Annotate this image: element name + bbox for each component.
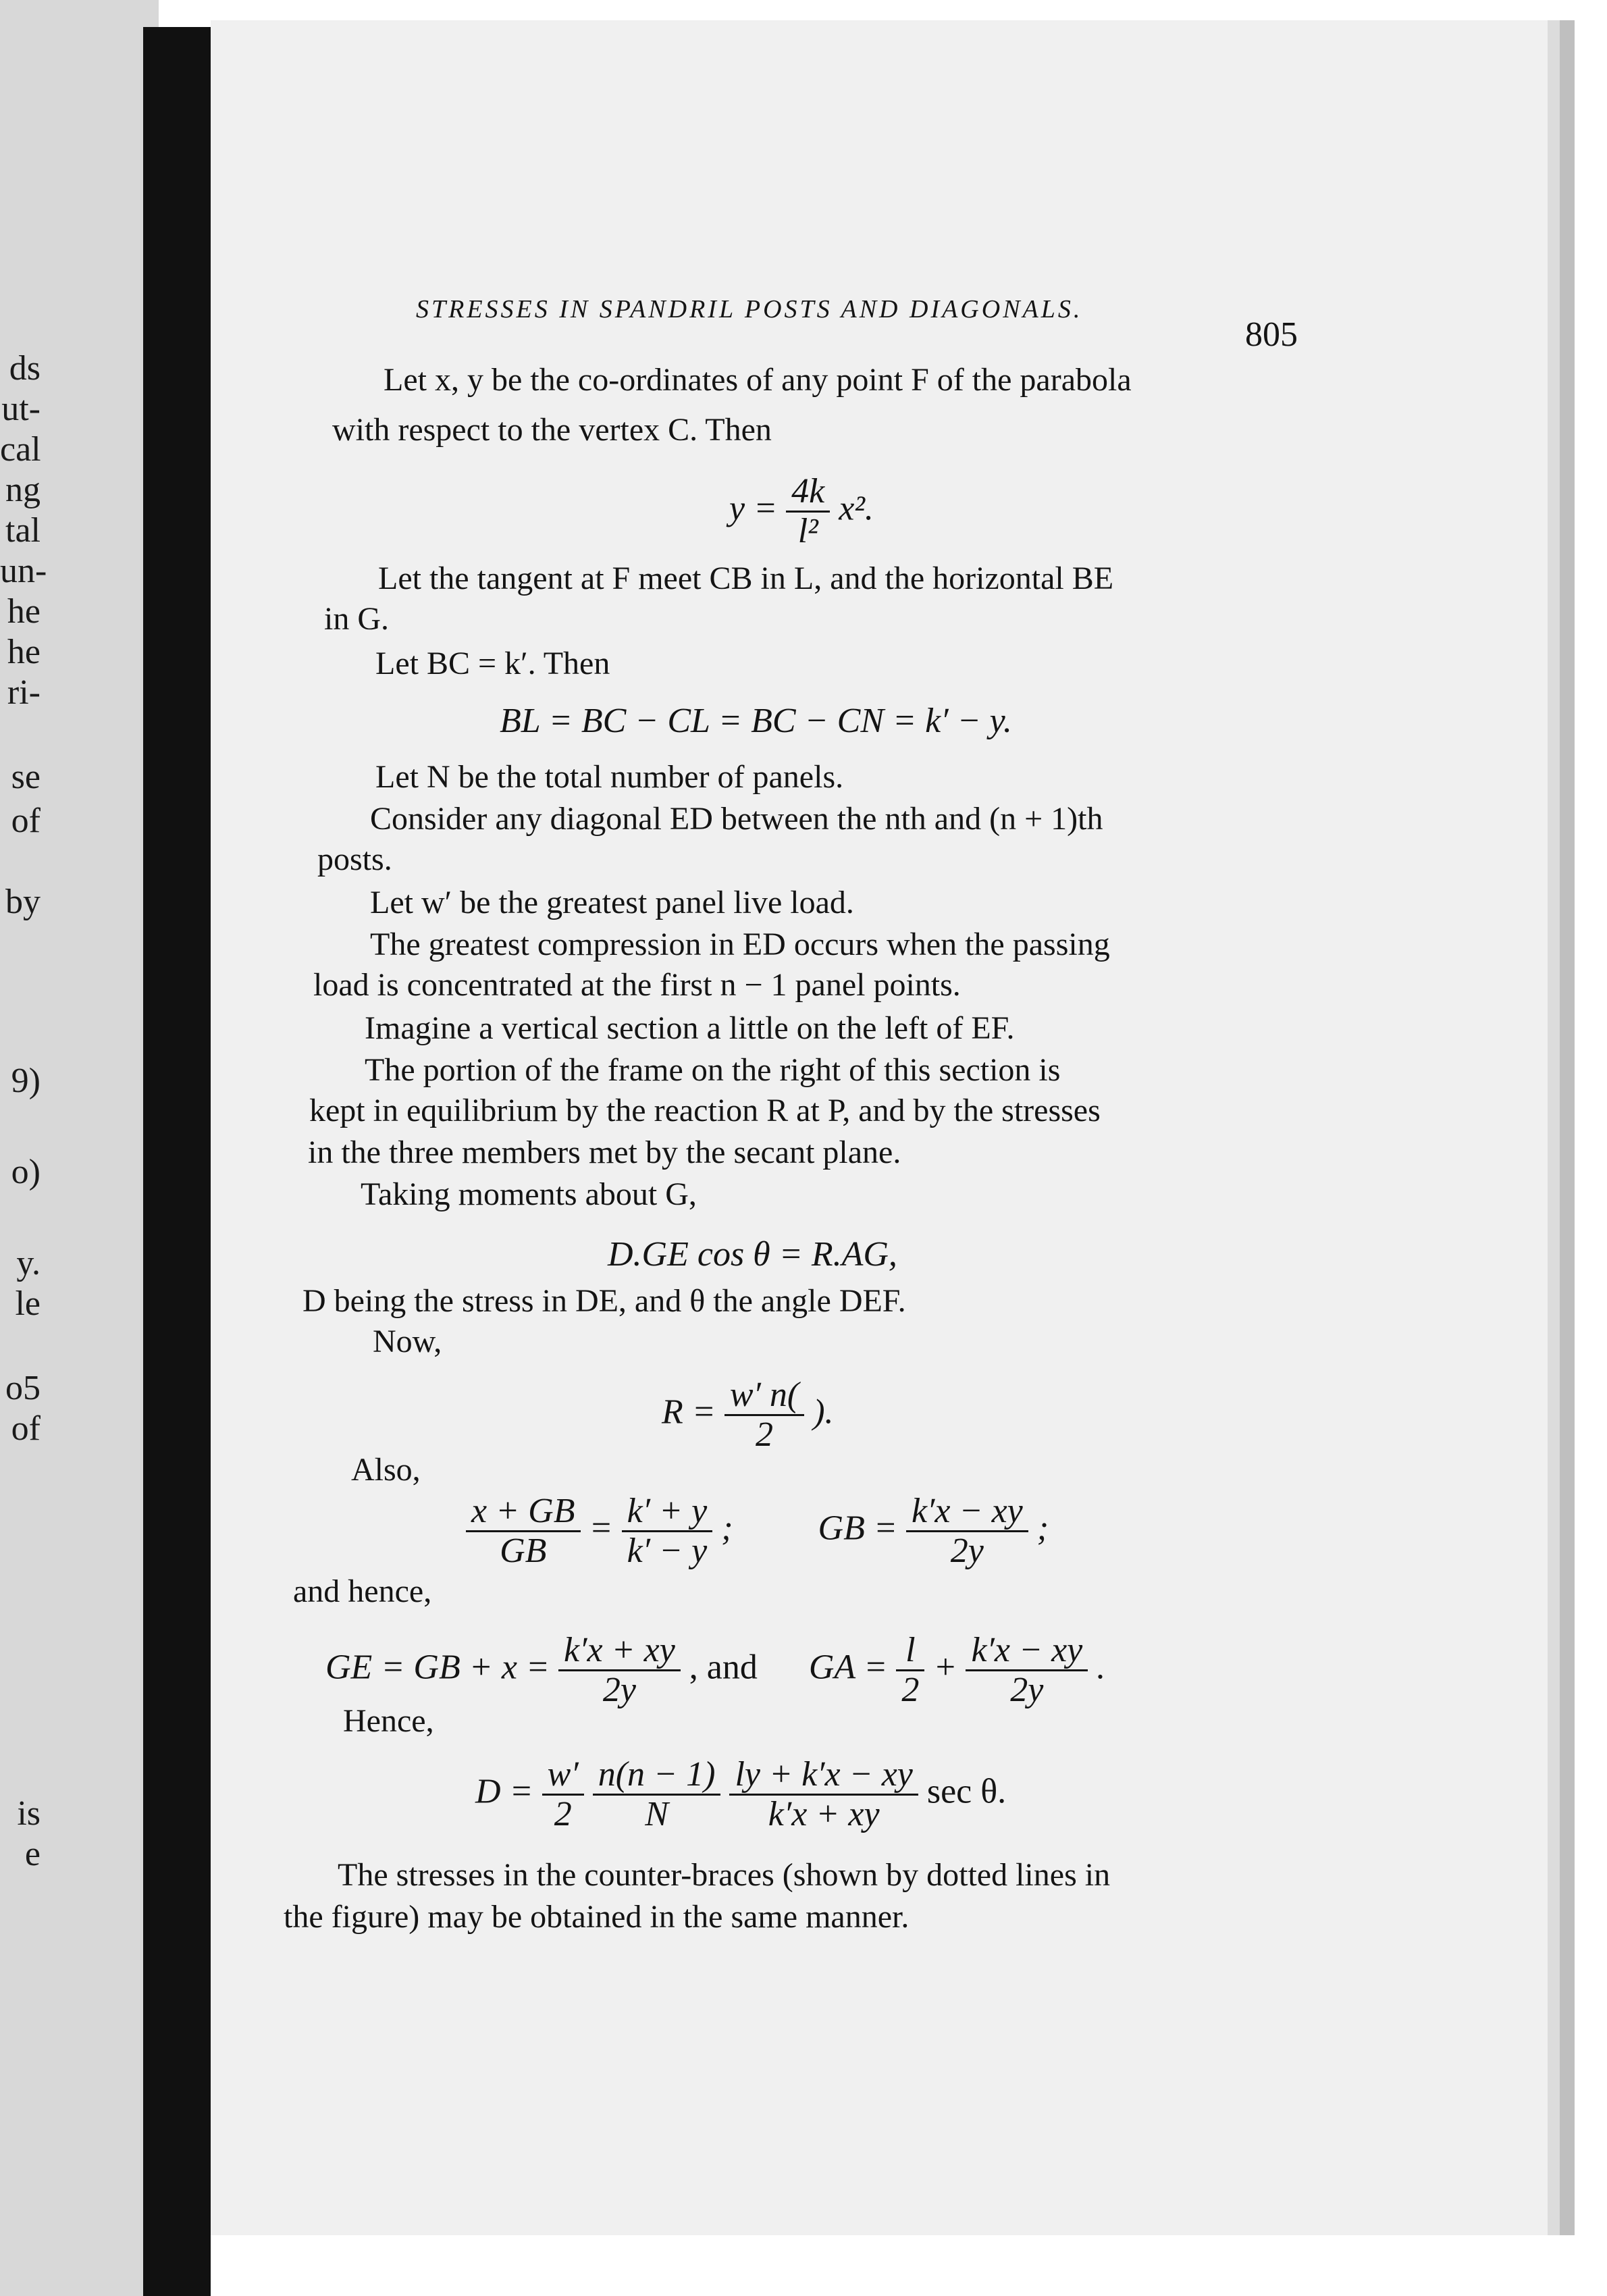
text-line: kept in equilibrium by the reaction R at P, and by the stresses xyxy=(309,1093,1101,1128)
equation-parabola xyxy=(729,473,874,550)
equals-sign: = xyxy=(589,1509,613,1548)
denominator: GB xyxy=(500,1532,547,1570)
equation-gb xyxy=(466,1492,1049,1570)
text-line: D being the stress in DE, and θ the angle DEF. xyxy=(302,1283,906,1319)
left-fragment: he xyxy=(7,592,41,631)
numerator: k′ + y xyxy=(622,1492,713,1532)
eq-tail: ). xyxy=(813,1392,834,1432)
text-line: Now, xyxy=(373,1324,442,1359)
text-line: the figure) may be obtained in the same manner. xyxy=(284,1899,910,1935)
text-line: posts. xyxy=(317,841,392,877)
eq-lhs: y = xyxy=(729,489,778,528)
denominator: 2 xyxy=(554,1795,572,1833)
text-line: Consider any diagonal ED between the nth and (n + 1)th xyxy=(370,801,1103,837)
equation-ge-ga xyxy=(325,1632,1105,1709)
numerator: k′x − xy xyxy=(966,1632,1088,1671)
denominator: 2y xyxy=(1010,1671,1044,1709)
denominator: k′x + xy xyxy=(768,1795,880,1833)
fraction xyxy=(466,1492,581,1570)
eq-lhs: GA = xyxy=(808,1648,888,1687)
page-number: 805 xyxy=(1245,315,1298,354)
eq-tail: . xyxy=(1097,1648,1106,1687)
conjunction: , and xyxy=(689,1648,758,1687)
left-fragment: o5 xyxy=(5,1369,41,1407)
text-line: Let the tangent at F meet CB in L, and the horizontal BE xyxy=(378,560,1114,596)
numerator: l xyxy=(896,1632,924,1671)
eq-tail: ; xyxy=(1036,1509,1049,1548)
text-line: Let x, y be the co-ordinates of any point F of the parabola xyxy=(384,362,1132,398)
left-fragment: by xyxy=(5,883,41,921)
text-line: The stresses in the counter-braces (shown by dotted lines in xyxy=(338,1857,1111,1893)
fraction xyxy=(558,1632,681,1709)
equation-bl: BL = BC − CL = BC − CN = k′ − y. xyxy=(500,702,1012,740)
equation-moments: D.GE cos θ = R.AG, xyxy=(608,1235,897,1274)
denominator: l² xyxy=(797,512,818,550)
numerator: ly + k′x − xy xyxy=(729,1756,918,1796)
numerator: w′ xyxy=(542,1756,584,1796)
denominator: 2 xyxy=(901,1671,920,1709)
numerator: n(n − 1) xyxy=(593,1756,721,1796)
equation-d xyxy=(475,1756,1006,1833)
left-fragment: of xyxy=(11,802,41,840)
fraction xyxy=(542,1756,584,1833)
text-line: Let N be the total number of panels. xyxy=(375,759,844,795)
left-fragment: tal xyxy=(5,511,41,550)
numerator: k′x + xy xyxy=(558,1632,681,1671)
text-line: with respect to the vertex C. Then xyxy=(332,412,772,448)
separator: ; xyxy=(721,1509,733,1548)
fraction xyxy=(729,1756,918,1833)
text-line: load is concentrated at the first n − 1 panel points. xyxy=(313,967,961,1003)
fraction xyxy=(906,1492,1028,1570)
eq-tail: x². xyxy=(839,489,874,528)
eq-lhs: D = xyxy=(475,1772,533,1811)
left-fragment: le xyxy=(15,1284,41,1323)
left-fragment: ut- xyxy=(1,390,41,428)
text-line: Let BC = k′. Then xyxy=(375,646,610,681)
eq-lhs: R = xyxy=(662,1392,716,1432)
text-line: The greatest compression in ED occurs when the passing xyxy=(370,927,1110,962)
text-line: Hence, xyxy=(343,1703,434,1739)
left-fragment: o) xyxy=(11,1153,41,1191)
denominator: 2y xyxy=(602,1671,636,1709)
fraction xyxy=(966,1632,1088,1709)
numerator: k′x − xy xyxy=(906,1492,1028,1532)
eq-lhs: GE = GB + x = xyxy=(325,1648,550,1687)
text-line: The portion of the frame on the right of this section is xyxy=(365,1052,1061,1088)
text-line: Also, xyxy=(351,1452,421,1488)
text-line: in the three members met by the secant plane. xyxy=(308,1134,901,1170)
left-fragment: y. xyxy=(16,1244,41,1282)
eq-tail: sec θ. xyxy=(926,1772,1007,1811)
text-line: Taking moments about G, xyxy=(361,1176,697,1212)
left-fragment: he xyxy=(7,633,41,671)
denominator: 2y xyxy=(950,1532,984,1570)
running-header: STRESSES IN SPANDRIL POSTS AND DIAGONALS. xyxy=(416,295,1083,323)
left-fragment: 9) xyxy=(11,1062,41,1100)
denominator: k′ − y xyxy=(627,1532,708,1570)
fraction xyxy=(622,1492,713,1570)
eq-lhs: GB = xyxy=(818,1509,897,1548)
equation-reaction xyxy=(662,1376,834,1454)
text-line: and hence, xyxy=(293,1573,432,1609)
denominator: N xyxy=(645,1795,668,1833)
left-fragment: ds xyxy=(9,349,41,388)
left-fragment: cal xyxy=(0,430,41,469)
fraction xyxy=(725,1376,804,1454)
left-fragment: e xyxy=(24,1835,41,1873)
numerator: x + GB xyxy=(466,1492,581,1532)
left-fragment: ri- xyxy=(7,673,41,712)
plus-sign: + xyxy=(933,1648,957,1687)
left-fragment: se xyxy=(11,758,41,796)
denominator: 2 xyxy=(756,1415,774,1454)
fraction xyxy=(896,1632,924,1709)
left-fragment: of xyxy=(11,1409,41,1448)
book-spine-gutter xyxy=(143,27,211,2296)
left-fragment: un- xyxy=(0,552,47,590)
fraction xyxy=(786,473,830,550)
left-fragment: ng xyxy=(5,471,41,509)
left-fragment: is xyxy=(17,1794,41,1833)
fraction xyxy=(593,1756,721,1833)
text-line: in G. xyxy=(324,601,389,637)
numerator: w′ n( xyxy=(725,1376,804,1416)
left-page-edge xyxy=(0,0,159,2296)
text-line: Let w′ be the greatest panel live load. xyxy=(370,885,854,920)
text-line: Imagine a vertical section a little on the left of EF. xyxy=(365,1010,1015,1046)
numerator: 4k xyxy=(786,473,830,513)
